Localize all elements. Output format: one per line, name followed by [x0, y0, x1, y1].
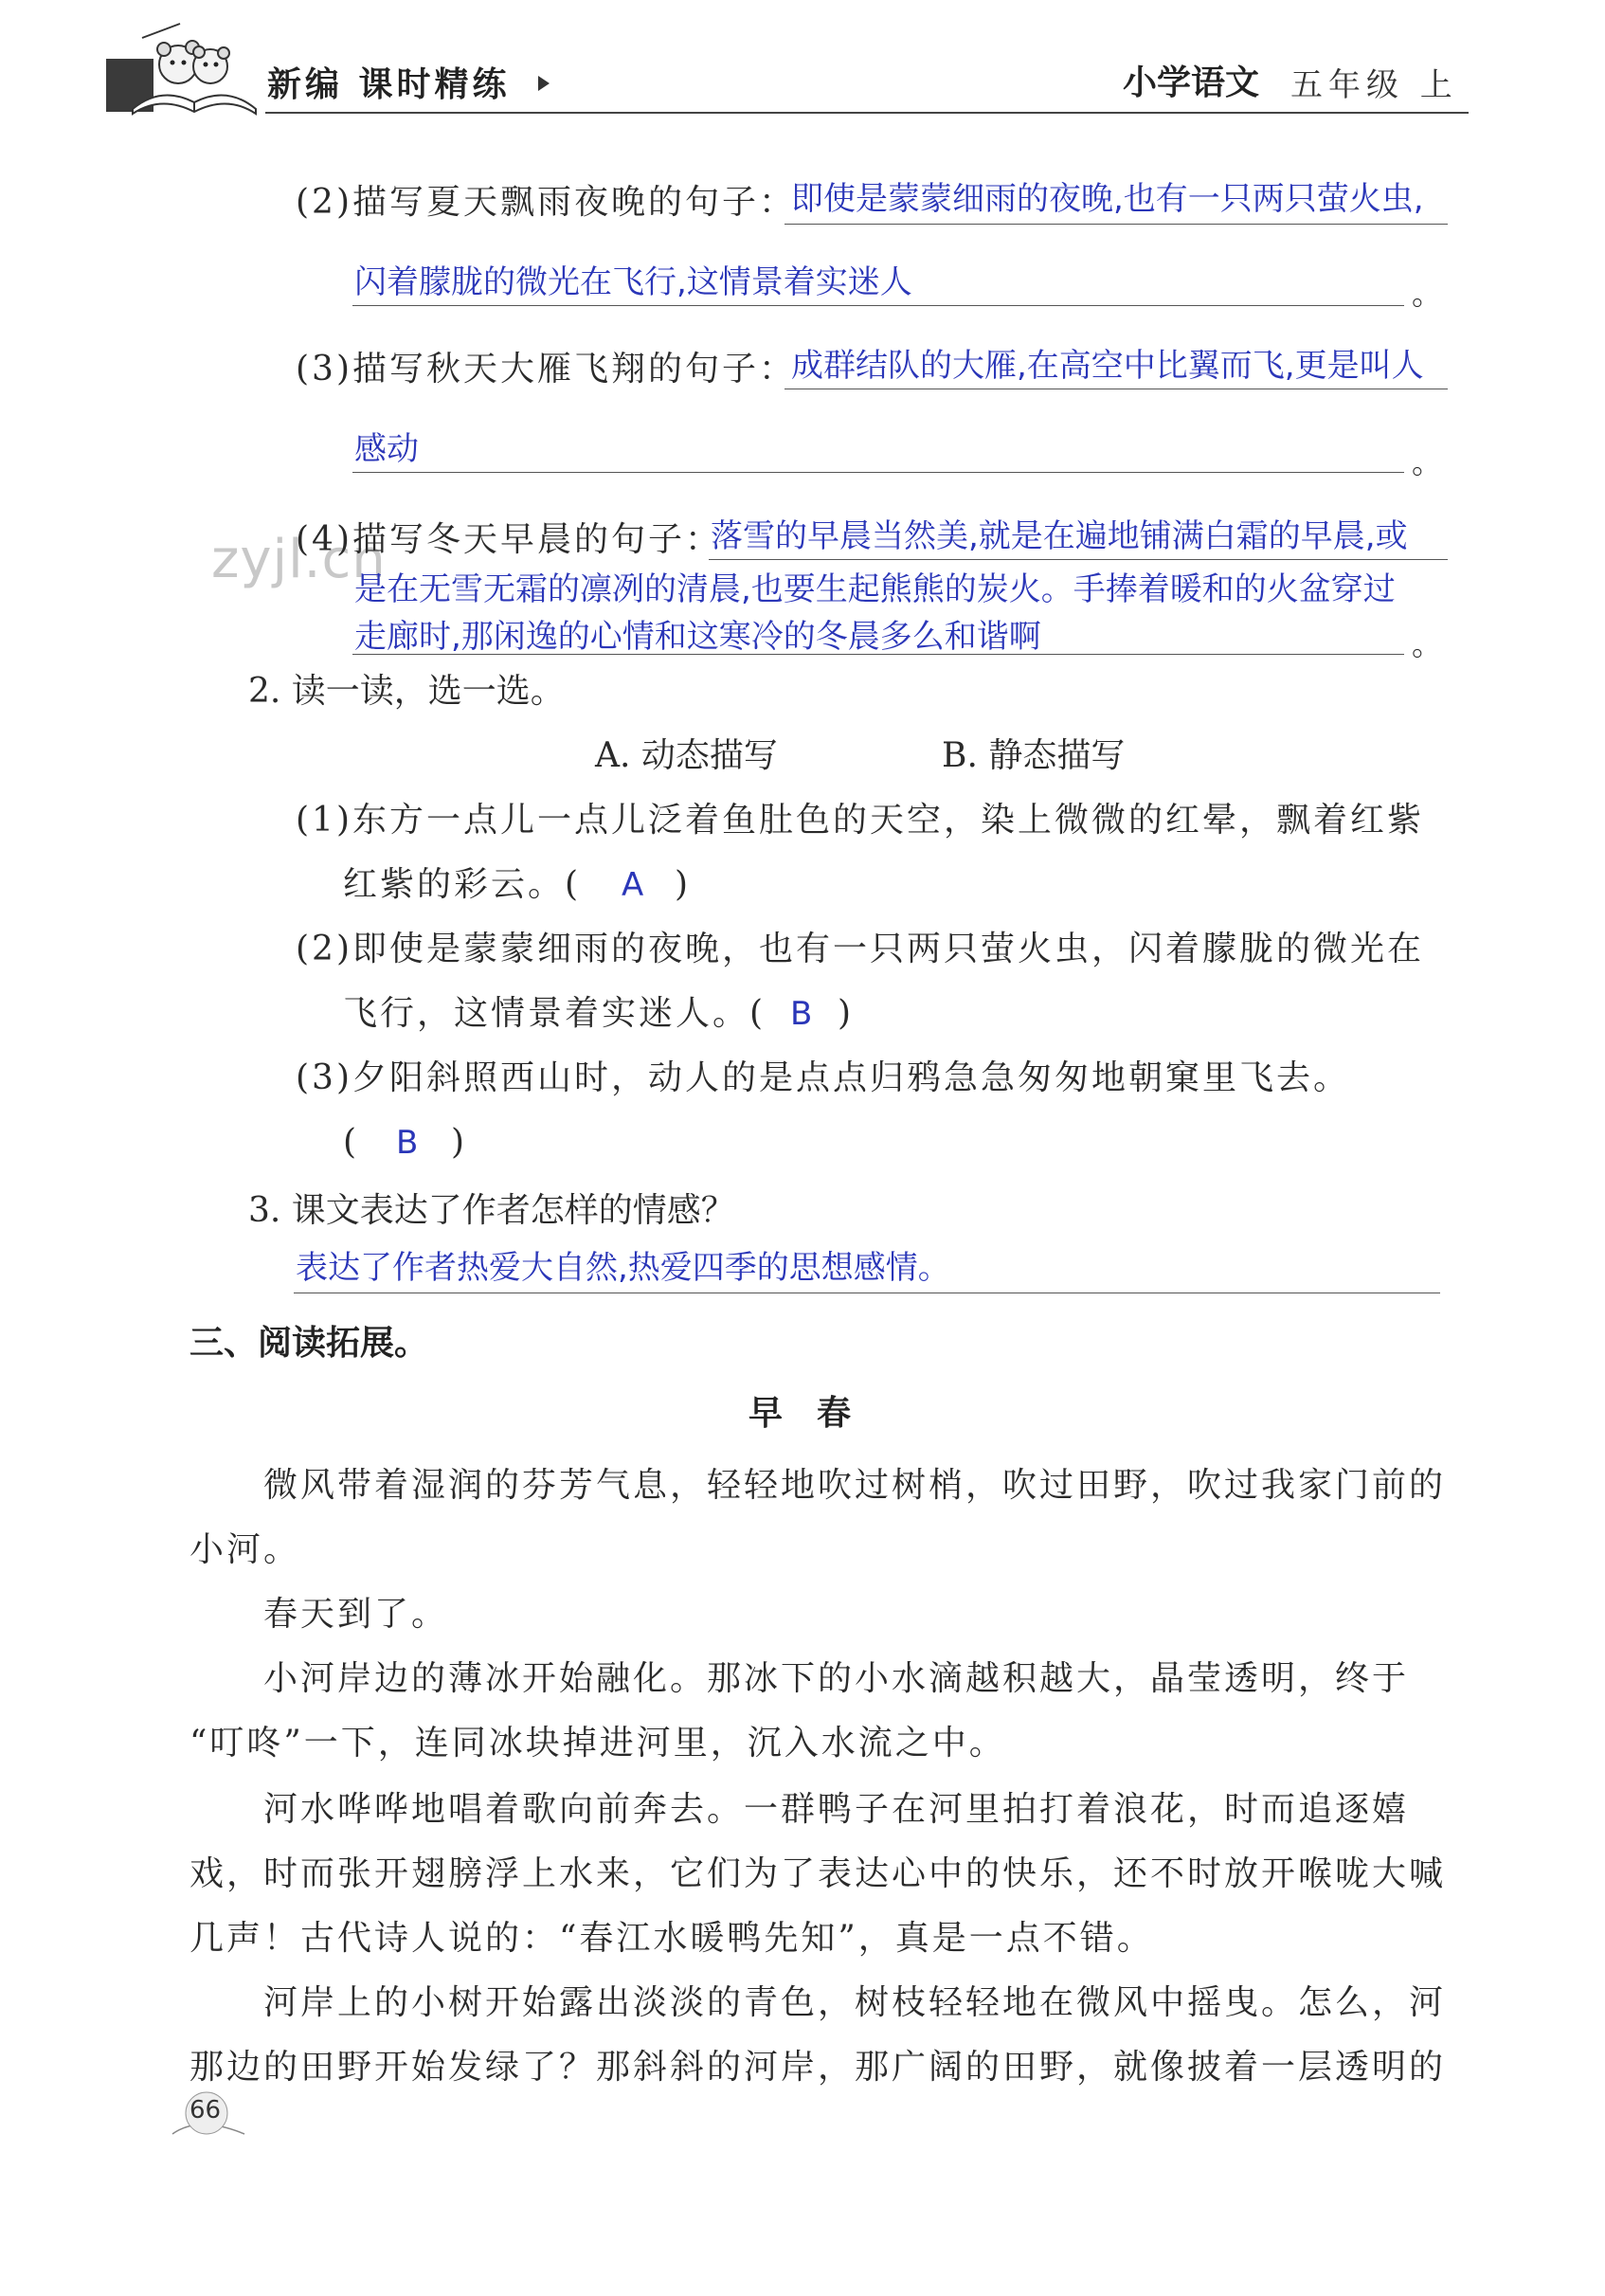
- close-paren: ): [675, 865, 692, 904]
- q2-s3-answer: B: [396, 1124, 419, 1162]
- article-p2: 春天到了。: [263, 1595, 449, 1634]
- q3-title: 3. 课文表达了作者怎样的情感？: [248, 1191, 735, 1230]
- close-paren: ): [451, 1123, 468, 1162]
- q1-item4-answer-line3: 走廊时,那闲逸的心情和这寒冷的冬晨多么和谐啊: [354, 618, 1041, 656]
- article-p1-line1: 微风带着湿润的芬芳气息，轻轻地吹过树梢，吹过田野，吹过我家门前的: [263, 1466, 1447, 1505]
- answer-underline: [784, 224, 1448, 225]
- close-paren: ): [838, 994, 855, 1033]
- answer-underline: [709, 559, 1448, 560]
- q2-s1-line1: (1)东方一点儿一点儿泛着鱼肚色的天空，染上微微的红晕，飘着红紫: [296, 801, 1424, 840]
- period-mark: 。: [1412, 626, 1443, 662]
- q1-item2-label: (2)描写夏天飘雨夜晚的句子：: [296, 183, 796, 222]
- article-p1-line2: 小河。: [189, 1530, 301, 1569]
- q1-item4-label: (4)描写冬天早晨的句子：: [296, 520, 722, 559]
- article-title: 早 春: [748, 1394, 852, 1433]
- q2-s1-line2: 红紫的彩云。(: [343, 865, 582, 904]
- series-title: 新编 课时精练: [267, 65, 511, 104]
- q1-item2-answer-line1: 即使是蒙蒙细雨的夜晚,也有一只两只萤火虫,: [791, 180, 1424, 218]
- answer-underline: [352, 472, 1404, 473]
- grade-label: 五年级 上: [1290, 66, 1458, 104]
- q3-answer: 表达了作者热爱大自然,热爱四季的思想感情。: [296, 1249, 950, 1287]
- subject-title: 小学语文: [1123, 63, 1260, 102]
- answer-underline: [352, 654, 1404, 655]
- q1-item2-answer-line2: 闪着朦胧的微光在飞行,这情景着实迷人: [354, 263, 912, 301]
- q2-s1-answer: A: [622, 866, 644, 904]
- period-mark: 。: [1412, 276, 1443, 312]
- watermark: zyjl.cn: [211, 529, 387, 590]
- q1-item4-answer-line2: 是在无雪无霜的凛冽的清晨,也要生起熊熊的炭火。手捧着暖和的火盆穿过: [354, 570, 1396, 608]
- answer-underline: [352, 305, 1404, 306]
- q2-s2-line1: (2)即使是蒙蒙细雨的夜晚，也有一只两只萤火虫，闪着朦胧的微光在: [296, 930, 1424, 968]
- open-paren: (: [343, 1123, 360, 1162]
- q1-item3-answer-line1: 成群结队的大雁,在高空中比翼而飞,更是叫人: [791, 347, 1424, 385]
- q2-s3-line1: (3)夕阳斜照西山时，动人的是点点归鸦急急匆匆地朝窠里飞去。: [296, 1058, 1350, 1097]
- q1-item3-label: (3)描写秋天大雁飞翔的句子：: [296, 350, 796, 389]
- article-p3-line1: 小河岸边的薄冰开始融化。那冰下的小水滴越积越大，晶莹透明，终于: [263, 1659, 1410, 1698]
- arrow-right-icon: [538, 76, 550, 91]
- q2-s2-line2: 飞行，这情景着实迷人。(: [343, 994, 766, 1033]
- q2-option-a: A. 动态描写: [595, 736, 778, 775]
- article-p5-line2: 那边的田野开始发绿了？那斜斜的河岸，那广阔的田野，就像披着一层透明的: [189, 2048, 1447, 2087]
- article-p4-line3: 几声！古代诗人说的：“春江水暖鸭先知”，真是一点不错。: [189, 1919, 1154, 1958]
- article-p5-line1: 河岸上的小树开始露出淡淡的青色，树枝轻轻地在微风中摇曳。怎么，河: [263, 1983, 1447, 2022]
- q1-item4-answer-line1: 落雪的早晨当然美,就是在遍地铺满白霜的早晨,或: [711, 517, 1408, 555]
- section3-title: 三、阅读拓展。: [189, 1324, 429, 1363]
- book-bears-logo-icon: [123, 19, 265, 123]
- header-rule: [265, 112, 1469, 114]
- q2-title: 2. 读一读，选一选。: [248, 672, 565, 711]
- article-p4-line2: 戏，时而张开翅膀浮上水来，它们为了表达心中的快乐，还不时放开喉咙大喊: [189, 1854, 1447, 1893]
- q2-s2-answer: B: [790, 995, 813, 1033]
- q1-item3-answer-line2: 感动: [354, 430, 419, 468]
- article-p3-line2: “叮咚”一下，连同冰块掉进河里，沉入水流之中。: [189, 1724, 1006, 1763]
- article-p4-line1: 河水哗哗地唱着歌向前奔去。一群鸭子在河里拍打着浪花，时而追逐嬉: [263, 1790, 1410, 1829]
- period-mark: 。: [1412, 444, 1443, 480]
- page-number: 66: [189, 2096, 222, 2124]
- q2-option-b: B. 静态描写: [942, 736, 1126, 775]
